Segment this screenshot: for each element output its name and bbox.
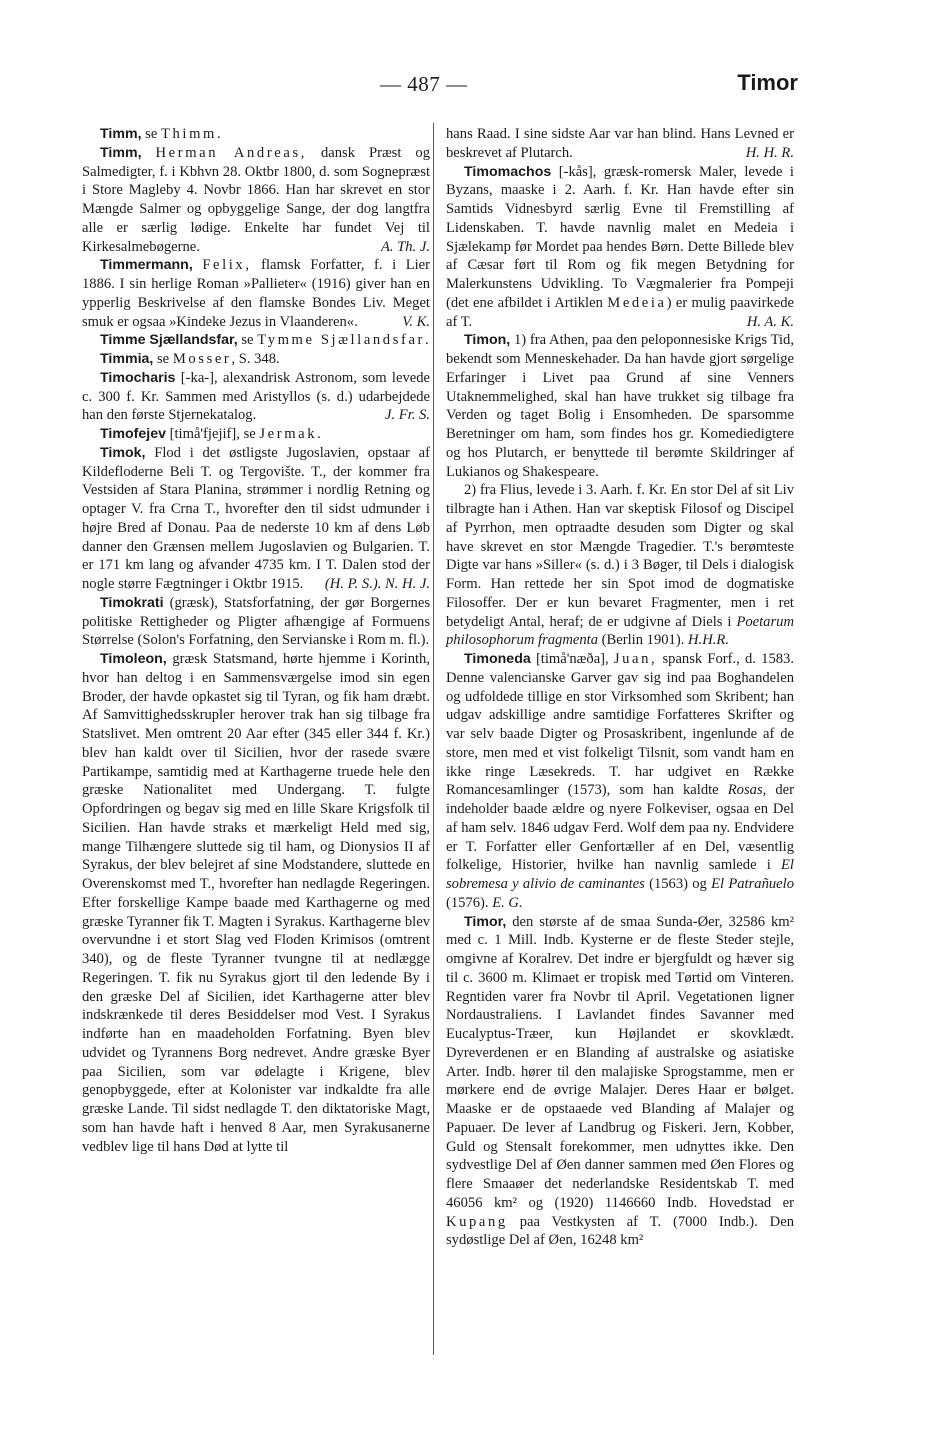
headword: Timok, <box>100 444 146 461</box>
spaced-name: Juan, <box>613 651 658 667</box>
headword: Timme Sjællandsfar, <box>100 332 238 349</box>
italic-title: El Patrañuelo <box>711 876 794 892</box>
italic-title: El sobremesa y alivio de caminantes <box>446 857 794 892</box>
headword: Timofejev <box>100 426 166 442</box>
entry-timon-2: 2) fra Flius, levede i 3. Aarh. f. Kr. En stor Del af sit Liv tilbragte han i Athen. Han var skeptisk Filosof og Discipel af Pyrrhon, men optraadte desuden som Digter og skal have skrevet en stor Mængde Tragedier. T.'s berømteste Digte var hans »Siller« (s. d.) i 3 Bøger, til Dels i dialogisk Form. Han rettede her sin Spot imod de dogmatiske Filosoffer. Der er kun bevaret Fragmenter, men i ret betydeligt Antal, heraf; de er udgivne af Diels i Poetarum philosophorum fragmenta (Berlin 1901). H.H.R. <box>446 482 794 649</box>
headword: Timoleon, <box>100 651 167 667</box>
entry-timm: Timm, se Thimm. <box>100 126 221 142</box>
entry-timme: Timme Sjællandsfar, se Tymme Sjællandsfar. <box>100 332 429 349</box>
running-head: Timor <box>737 70 798 95</box>
headword: Timoneda <box>464 651 531 667</box>
author-signature: E. G. <box>492 894 523 911</box>
page-number: — 487 — <box>380 72 468 96</box>
entry-timokrati: Timokrati (græsk), Statsforfatning, der gør Borgernes politiske Rettigheder og Pligter afhængige af Formuens Størrelse (Solon's Forfatning, den Servianske i Rom m. fl.). <box>82 594 430 649</box>
italic-title: Rosas <box>727 782 763 799</box>
headword: Timocharis <box>100 369 176 386</box>
headword: Timor, <box>464 913 507 930</box>
entry-timm-herman: Timm, Herman Andreas, dansk Præst og Salmedigter, f. i Kbhvn 28. Oktbr 1800, d. som Sognepræst i Store Magleby 4. Novbr 1866. Han har skrevet en stor Mængde Salmer og opbyggelige Sange, der dog langtfra alle er særlig lødige. Enkelte har fundet Vej til Kirkesalmebøgerne. A. Th. J. <box>82 144 430 255</box>
cross-reference: Tymme Sjællandsfar <box>257 332 425 349</box>
author-signature: A. Th. J. <box>380 238 430 255</box>
headword: Timmermann, <box>100 257 193 274</box>
column-divider <box>433 123 434 1355</box>
author-signature: H. A. K. <box>746 313 794 330</box>
spaced-name: Felix, <box>202 257 252 274</box>
cross-reference: Mosser <box>172 351 232 367</box>
left-column <box>82 125 430 1156</box>
headword: Timon, <box>464 332 511 349</box>
author-signature: H.H.R. <box>688 632 729 649</box>
headword: Timm, <box>100 126 142 142</box>
entry-timmermann: Timmermann, Felix, flamsk Forfatter, f. i Lier 1886. I sin herlige Roman »Pallieter« (1916) giver han en ypperlig Beskrivelse af den flamske Bondes Liv. Meget smuk er ogsaa »Kindeke Jezus in Vlaanderen«. V. K. <box>82 257 430 330</box>
entry-timocharis: Timocharis [-ka-], alexandrisk Astronom, som levede c. 300 f. Kr. Sammen med Aristyllos (s. d.) udarbejdede han den første Stjernekatalog. J. Fr. S. <box>82 369 430 424</box>
cross-reference: Thimm <box>161 126 217 142</box>
entry-timok: Timok, Flod i det østligste Jugoslavien, opstaar af Kildefloderne Beli T. og Tergovište. T., der kommer fra Vestsiden af Stara Planina, strømmer i nordlig Retning og optager V. fra Crna T., hvorefter den til sidst udmunder i højre Bred af Donau. Paa de nederste 10 km af dens Løb danner den Grænsen mellem Jugoslavien og Bulgarien. T. er 171 km lang og afvander 4735 km. I T. Dalen stod der nogle større Fægtninger i Oktbr 1915. (H. P. S.). N. H. J. <box>82 444 430 592</box>
entry-timoleon: Timoleon, græsk Statsmand, hørte hjemme i Korinth, hvor han deltog i en Sammensværgelse imod sin egen Broder, der havde opkastet sig til Tyran, og fik ham dræbt. Af Samvittighedsskrupler herover trak han sig tilbage fra Statslivet. Men omtrent 20 Aar efter (345 eller 344 f. Kr.) blev han kaldt over til Sicilien, hvor der rasede svære Partikampe, samtidig med at Karthagerne truede hele den græske Nationalitet med Undergang. T. fulgte Opfordringen og begav sig med en lille Skare Krigsfolk til Sicilien. Han havde straks et mærkeligt Held med sig, mange Tilhængere sluttede sig til ham, og Dionysios II af Syrakus, der blev belejret af sine Modstandere, sluttede en Overenskomst med T., hvorefter han nedlagde Regeringen. Efter forskellige Kampe baade med Karthagerne og med græske Tyranner fik T. Magten i Syrakus. Karthagerne blev overvundne i et stort Slag ved Floden Krimisos (omtrent 340), og de fleste Tyranner tvungne til at nedlægge Regeringen. T. fik nu Syrakus gjort til den ledende By i den græske Del af Sicilien, idet Karthagerne atter blev indskrænkede til deres Besiddelser mod Vest. I Syrakus indførte han en maadeholden Forfatning. Byen blev udvidet og Tyrannens Borg nedrevet. Andre græske Byer paa Sicilien, som var ødelagte i Krigene, blev genopbyggede, efter at Kolonister var indkaldte fra alle græske Lande. Til sidst nedlagde T. den diktatoriske Magt, som han havde haft i henved 8 Aar, men Syrakusanerne vedblev lige til hans Død at lytte til <box>82 651 430 1155</box>
cross-reference: Kupang <box>446 1213 508 1230</box>
entry-timoneda: Timoneda [timå'næða], Juan, spansk Forf., d. 1583. Denne valencianske Garver gav sig ind paa Boghandelen og udfoldede tillige en stor Virksomhed som Skribent; han udgav adskillige andre samtidige Forfatteres Skrifter og var selv baade Digter og Prosaskribent, ingenlunde af de store, men med et vist folkeligt Tilsnit, som vandt ham en ikke ringe Læsekreds. T. har udgivet en Række Romancesamlinger (1573), som han kaldte Rosas, der indeholder baade ældre og nyere Folkeviser, ogsaa en Del af ham selv. 1846 udgav Ferd. Wolf dem paa ny. Endvidere er T. Forfatter eller Genfortæller af en Del, væsentlig folkelige, Historier, hvilke han navnlig samlede i El sobremesa y alivio de caminantes (1563) og El Patrañuelo (1576). E. G. <box>446 651 795 911</box>
headword: Timm, <box>100 144 142 161</box>
page-header <box>84 68 798 102</box>
spaced-name: Herman Andreas, <box>155 144 307 161</box>
author-signature: J. Fr. S. <box>385 407 430 424</box>
author-signature: H. H. R. <box>745 144 794 161</box>
entry-timor: Timor, den største af de smaa Sunda-Øer, 32586 km² med c. 1 Mill. Indb. Kysterne er de fleste Steder stejle, omgivne af Koralrev. Det indre er bjergfuldt og hæver sig til c. 3600 m. Klimaet er tropisk med Tørtid om Vinteren. Regntiden varer fra Novbr til April. Vegetationen ligner Nordaustraliens. I Lavlandet findes Savanner med Eucalyptus-Træer, kun Højlandet er skovklædt. Dyreverdenen er en Blanding af australske og asiatiske Arter. Indb. hører til den malajiske Sprogstamme, men er mørkere end de øvrige Malajer. Deres Haar er bølget. Maaske er de opstaaede ved Blanding af Malajer og Papuaer. De lever af Landbrug og Fiskeri. Jern, Kobber, Guld og Stensalt forekommer, men udnyttes ikke. Den sydvestlige Del af Øen danner sammen med Øen Flores og flere Smaaøer det nederlandske Residentskab T. med 46056 km² og (1920) 1146660 Indb. Hovedstad er Kupang paa Vestkysten af T. (7000 Indb.). Den sydøstlige Del af Øen, 16248 km² <box>446 913 794 1249</box>
entry-timmia: Timmia, se Mosser, S. 348. <box>100 351 280 367</box>
right-column <box>446 125 794 1250</box>
entry-timon: Timon, 1) fra Athen, paa den peloponnesiske Krigs Tid, bekendt som Menneskehader. Da han havde gjort sørgelige Erfaringer i Livet paa Grund af sine Venners Utaknemmelighed, skal han have trukket sig tilbage fra Verden og taget Bolig i Ensomheden. De sparsomme Beretninger om ham, som findes hos gr. Komediedigtere og hos Plutarch, er benyttede til berømte Skildringer af Lukianos og Shakespeare. <box>446 332 794 480</box>
author-signature: V. K. <box>402 313 430 330</box>
headword: Timmia, <box>100 351 154 367</box>
entry-timoleon-continued: hans Raad. I sine sidste Aar var han blind. Hans Levned er beskrevet af Plutarch. H. H. R. <box>446 126 794 161</box>
italic-title: Poetarum philosophorum fragmenta <box>446 613 794 649</box>
entry-timofejev: Timofejev [timå'fjejif], se Jermak. <box>100 426 321 442</box>
headword: Timomachos <box>464 163 552 180</box>
author-signature: (H. P. S.). N. H. J. <box>324 576 430 592</box>
headword: Timokrati <box>100 594 164 611</box>
cross-reference: Medeia <box>607 294 667 311</box>
entry-timomachos: Timomachos [-kås], græsk-romersk Maler, levede i Byzans, maaske i 2. Aarh. f. Kr. Han havde efter sin Samtids Vidnesbyrd særlig Evne til Fremstilling af Lidenskaben. T. havde navnlig malet en Medeia i Sjælekamp før Mordet paa hendes Børn. Dette Billede blev af Cæsar ført til Rom og fik megen Betydning for Malerkunstens Udvikling. To Vægmalerier fra Pompeji (det ene afbildet i Artiklen Medeia) er mulig paavirkede af T. H. A. K. <box>446 163 794 330</box>
cross-reference: Jermak <box>259 426 318 442</box>
